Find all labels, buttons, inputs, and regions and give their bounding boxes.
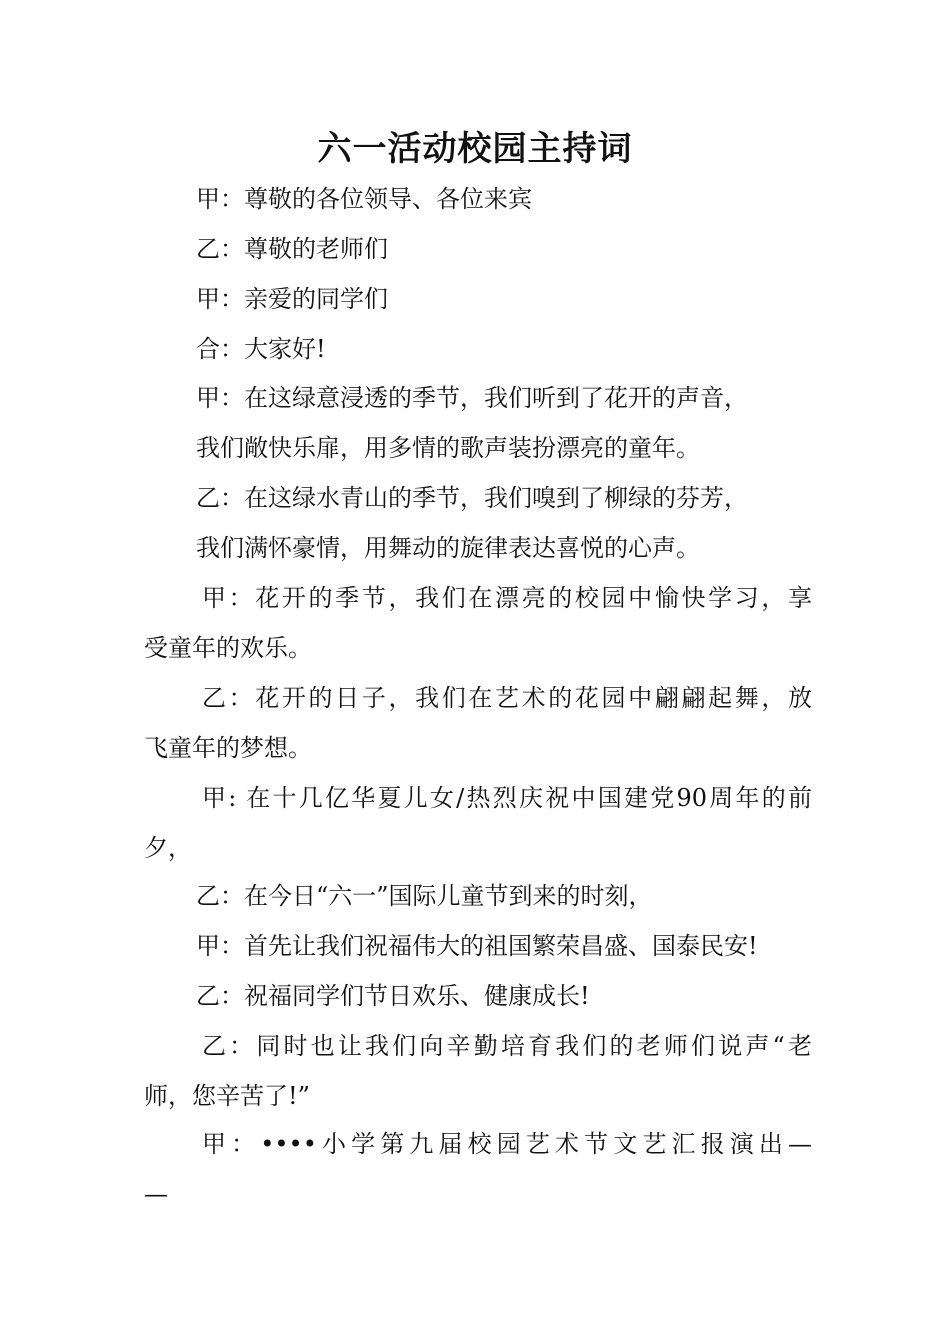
text-line: 甲：首先让我们祝福伟大的祖国繁荣昌盛、国泰民安! [196,932,758,960]
text-line: 甲：在这绿意浸透的季节，我们听到了花开的声音， [196,384,748,412]
text-line: 甲：尊敬的各位领导、各位来宾 [196,185,532,213]
document-title: 六一活动校园主持词 [317,129,633,169]
text-line: 飞童年的梦想。 [144,734,312,762]
text-line: 夕， [144,834,192,862]
text-line: — [144,1180,168,1208]
text-line: 合：大家好! [196,335,326,363]
text-line: 乙：同时也让我们向辛勤培育我们的老师们说声“老 [202,1032,812,1060]
text-line: 我们敞快乐扉，用多情的歌声装扮漂亮的童年。 [196,434,700,462]
text-line: 乙：在今日“六一”国际儿童节到来的时刻， [196,882,653,910]
text-line: 甲: 在十几亿华夏儿女/热烈庆祝中国建党90周年的前 [202,784,812,812]
text-line: 乙：在这绿水青山的季节，我们嗅到了柳绿的芬芳， [196,484,748,512]
text-line: 甲：花开的季节，我们在漂亮的校园中愉快学习，享 [202,584,812,612]
text-line: 乙：尊敬的老师们 [196,235,388,263]
text-line: 乙：花开的日子，我们在艺术的花园中翩翩起舞，放 [202,684,812,712]
text-line: 受童年的欢乐。 [144,634,312,662]
text-line: 我们满怀豪情，用舞动的旋律表达喜悦的心声。 [196,534,700,562]
text-line: 甲：亲爱的同学们 [196,285,388,313]
text-line: 乙：祝福同学们节日欢乐、健康成长! [196,982,590,1010]
text-line: 甲：••••小学第九届校园艺术节文艺汇报演出— [202,1130,812,1158]
text-line: 师，您辛苦了!” [144,1082,310,1110]
